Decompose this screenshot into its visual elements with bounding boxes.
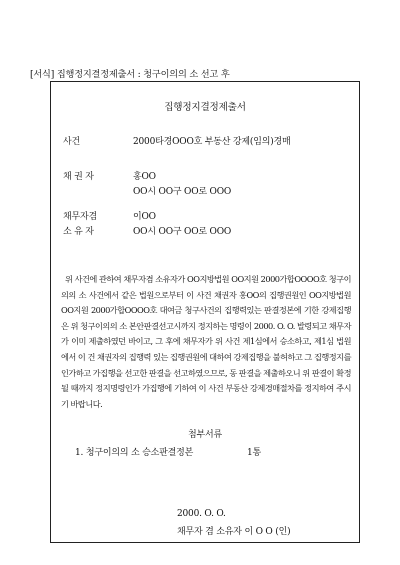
document-date: 2000. O. O. [177, 509, 226, 519]
attachment-item: 1. 청구이의의 소 승소판결정본 [75, 448, 194, 458]
creditor-label: 채 권 자 [63, 172, 94, 182]
form-caption: [서식] 집행정지결정제출서 : 청구이의의 소 선고 후 [30, 69, 230, 80]
case-value: 2000타경OOO호 부동산 강제(임의)경매 [133, 137, 291, 147]
creditor-address: OO시 OO구 OO로 OOO [133, 187, 232, 197]
signer-line: 채무자 겸 소유자 이 O O (인) [177, 527, 291, 537]
petition-body: 위 사건에 관하여 채무자겸 소유자가 OO지방법원 OO지원 2000가합OOOO호 청구이의의 소 사건에서 같은 법원으로부터 이 사건 채권자 홍OO의 집행권원인 OO지방법원 OO지원 2000가합OOOO호 대여금 청구사건의 집행력있는 판결정본에 기한 강제집행은 위 청구이의의 소 본안판결선고시까지 정지하는 명령이 2000. O. O. 발령되고 채무자가 이미 제출하였던 바이고, 그 후에 채무자가 위 사건 제1심에서 승소하고, 제1심 법원에서 이 건 채권자의 집행력 있는 집행권원에 대하여 강제집행을 불허하고 그 집행정지를 인가하고 가집행을 선고한 판결을 선고하였으므로, 동 판결을 제출하오니 위 판결이 확정될 때까지 정지명령인가 가집행에 기하여 이 사건 부동산 강제경매절차를 정지하여 주시기 바랍니다. [61, 274, 351, 409]
case-label: 사건 [63, 137, 80, 147]
creditor-name: 홍OO [133, 172, 156, 182]
document-frame [50, 81, 360, 543]
debtor-address: OO시 OO구 OO로 OOO [133, 227, 232, 237]
document-title: 집행정지결정제출서 [164, 102, 246, 113]
debtor-label-line2: 소 유 자 [63, 227, 94, 237]
attachment-count: 1통 [247, 448, 262, 458]
debtor-label-line1: 채무자겸 [63, 212, 97, 222]
debtor-name: 이OO [133, 212, 156, 222]
attachments-title: 첨부서류 [188, 430, 222, 440]
